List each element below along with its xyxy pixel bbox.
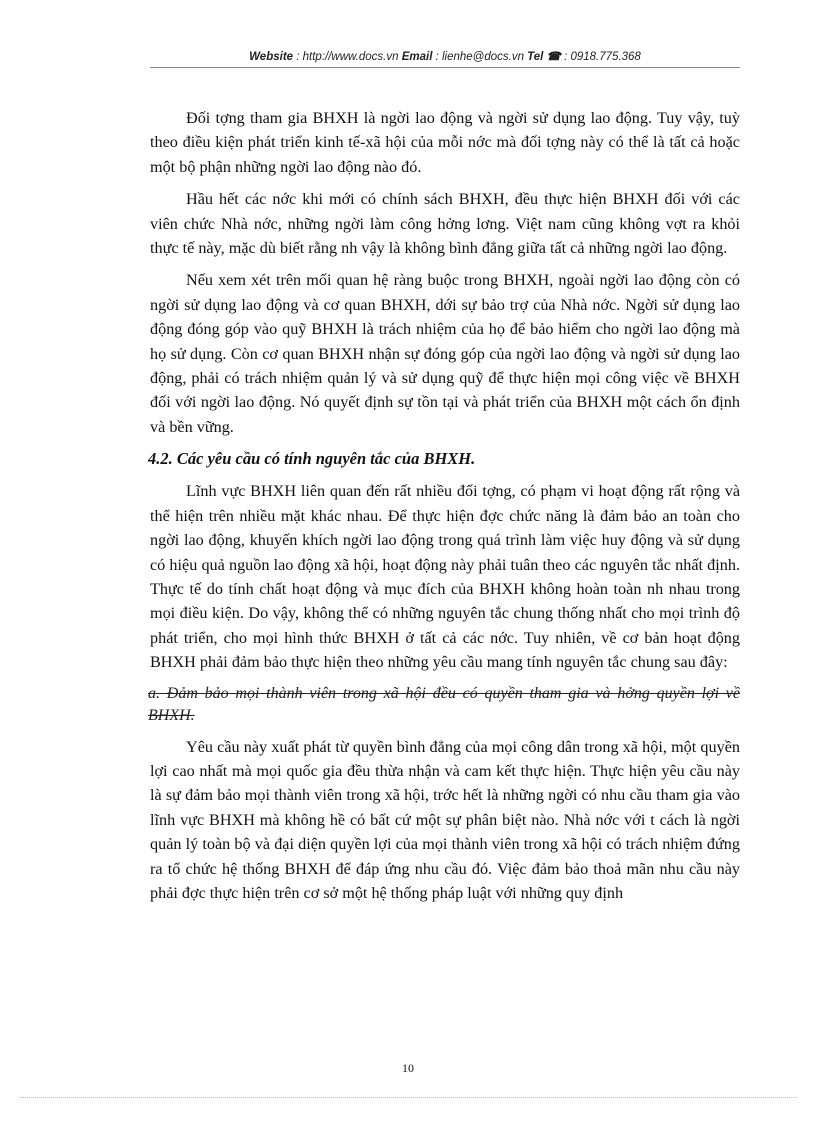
page-number: 10 <box>402 1061 414 1075</box>
document-body <box>150 106 740 913</box>
page-header <box>150 49 740 63</box>
email-address[interactable]: : lienhe@docs.vn <box>432 51 528 63</box>
website-url[interactable]: : http://www.docs.vn <box>293 51 402 63</box>
paragraph-3: Nếu xem xét trên mối quan hệ ràng buộc trong BHXH, ngoài ngời lao động còn có ngời sử dụng lao động và cơ quan BHXH, dới sự bảo trợ của Nhà nớc. Ngời sử dụng lao động đóng góp vào quỹ BHXH là trách nhiệm của họ để bảo hiểm cho ngời lao động mà họ sử dụng. Còn cơ quan BHXH nhận sự đóng góp của ngời lao động và ngời sử dụng lao động, phải có trách nhiệm quản lý và sử dụng quỹ để thực hiện mọi công việc về BHXH đối với ngời lao động. Nó quyết định sự tồn tại và phát triển của BHXH một cách ổn định và bền vững. <box>150 271 740 436</box>
section-heading: 4.2. Các yêu cầu có tính nguyên tắc của BHXH. <box>148 449 476 469</box>
paragraph-5: Yêu cầu này xuất phát từ quyền bình đẳng của mọi công dân trong xã hội, một quyền lợi cao nhất mà mọi quốc gia đều thừa nhận và cam kết thực hiện. Thực hiện yêu cầu này là sự đảm bảo mọi thành viên trong xã hội, trớc hết là những ngời có nhu cầu tham gia vào lĩnh vực BHXH mà không hề có bất cứ một sự phân biệt nào. Nhà nớc với t cách là ngời quản lý toàn bộ và đại diện quyền lợi của mọi thành viên trong xã hội có trách nhiệm đứng ra tổ chức hệ thống BHXH để đáp ứng nhu cầu đó. Việc đảm bảo thoả mãn nhu cầu này phải đợc thực hiện trên cơ sở một hệ thống pháp luật với những quy định <box>150 737 740 902</box>
website-label: Website <box>249 51 294 63</box>
tel-number: : 0918.775.368 <box>560 51 641 63</box>
paragraph-2: Hầu hết các nớc khi mới có chính sách BHXH, đều thực hiện BHXH đối với các viên chức Nhà nớc, những ngời làm công hởng lơng. Việt nam cũng không vợt ra khỏi thực tế này, mặc dù biết rằng nh vậy là không bình đẳng giữa tất cả những ngời lao động. <box>150 190 740 258</box>
paragraph-1: Đối tợng tham gia BHXH là ngời lao động và ngời sử dụng lao động. Tuy vậy, tuỳ theo điều kiện phát triển kinh tế-xã hội của mỗi nớc mà đối tợng này có thể là tất cả hoặc một bộ phận những ngời lao động nào đó. <box>150 109 740 176</box>
page-bottom-divider <box>20 1097 796 1098</box>
subsection-heading: a. Đảm bảo mọi thành viên trong xã hội đều có quyền tham gia và hởng quyền lợi về BHXH. <box>148 684 740 724</box>
tel-label: Tel ☎ <box>527 51 561 63</box>
paragraph-4: Lĩnh vực BHXH liên quan đến rất nhiều đối tợng, có phạm vi hoạt động rất rộng và thể hiện trên nhiều mặt khác nhau. Để thực hiện đợc chức năng là đảm bảo an toàn cho ngời lao động, khuyến khích ngời lao động trong quá trình làm việc huy động và sử dụng có hiệu quả nguồn lao động xã hội, hoạt động này phải tuân theo các nguyên tắc nhất định. Thực tế do tính chất hoạt động và mục đích của BHXH không hoàn toàn nh nhau trong mọi điều kiện. Do vậy, không thể có những nguyên tắc chung thống nhất cho mọi trình độ phát triển, cho mọi hình thức BHXH ở tất cả các nớc. Tuy nhiên, về cơ bản hoạt động BHXH phải đảm bảo thực hiện theo những yêu cầu mang tính nguyên tắc chung sau đây: <box>150 482 740 672</box>
email-label: Email <box>401 51 433 63</box>
header-divider <box>150 67 740 68</box>
